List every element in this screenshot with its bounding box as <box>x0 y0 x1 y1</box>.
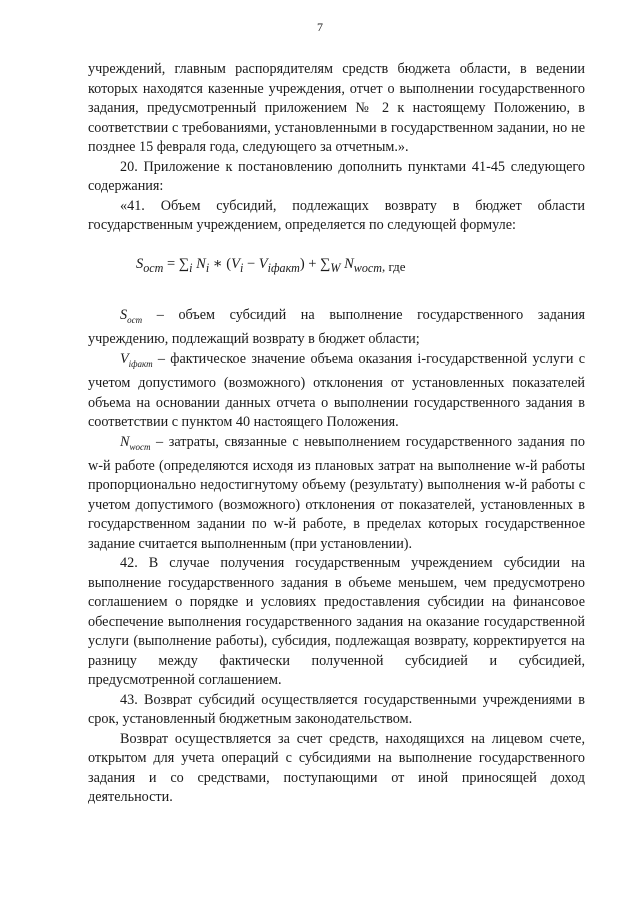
sum-symbol: ∑ <box>320 255 331 272</box>
sum-symbol: ∑ <box>178 255 190 272</box>
paragraph-return: Возврат осуществляется за счет средств, находящихся на лицевом счете, открытом для учета операций с субсидиями на выполнение государственного задания и со средствами, поступающими от иной приносящей доход деятельности. <box>88 730 585 806</box>
paragraph-item-20: 20. Приложение к постановлению дополнить пунктами 41-45 следующего содержания: <box>88 158 585 194</box>
paragraph-continuation: учреждений, главным распорядителям средств бюджета области, в ведении которых находятся казенные учреждения, отчет о выполнении государственного задания, предусмотренный приложением № 2 к настоящему Положению, в соответствии с требованиями, установленными в государственном задании, но не позднее 15 февраля года, следующего за отчетным.». <box>88 61 585 155</box>
definition-v-ifakt: $V_{iфакт}$ – фактическое значение объема оказания i-государственной услуги с учетом допустимого (возможного) отклонения от установленных показателей объема на основании данных отчета о выполнении государственного задания в соответствии с пунктом 40 настоящего Положения. <box>88 350 585 431</box>
paragraph-item-43: 43. Возврат субсидий осуществляется государственными учреждениями в срок, установленный бюджетным законодательством. <box>88 691 585 728</box>
definition-s-ost: $S_{ост}$ – объем субсидий на выполнение государственного задания учреждению, подлежащий возврату в бюджет области; <box>88 306 585 348</box>
definition-n-wost: $N_{wост}$ – затраты, связанные с невыполнением государственного задания по w-й работе (определяются исходя из плановых затрат на выполнение w-й работы пропорционально недостигнутому объему (результату) выполнения w-й работы с учетом допустимого (возможного) отклонения от показателей, установленных в государственном задании по w-й работе, в пределах которых государственное задание считается выполненным (при установлении). <box>88 433 585 552</box>
term-s-ost: $S_{ост}$ <box>120 306 143 325</box>
page-number: 7 <box>317 20 323 34</box>
term-n-wost: $N_{wост}$ <box>120 433 151 452</box>
formula-lhs: $S_{ост}$ <box>136 255 164 275</box>
document-body <box>88 60 585 808</box>
term-v-ifakt: $V_{iфакт}$ <box>120 350 153 369</box>
paragraph-item-41: «41. Объем субсидий, подлежащих возврату в бюджет области государственным учреждением, определяется по следующей формуле: <box>88 197 585 233</box>
formula: $S_{ост} = \sum_i$ $N_i$ ∗ $(V_i - V_{iфакт}) + \sum_W$ $N_{wост}$, где <box>136 255 406 275</box>
paragraph-item-42: 42. В случае получения государственным учреждением субсидии на выполнение государственного задания в объеме меньшем, чем предусмотрено соглашением о порядке и условиях предоставления субсидии на финансовое обеспечение выполнения государственного задания на оказание государственной услуги (выполнение работы), субсидия, подлежащая возврату, корректируется на разницу между фактически полученной субсидией и субсидией, предусмотренной соглашением. <box>88 555 585 689</box>
